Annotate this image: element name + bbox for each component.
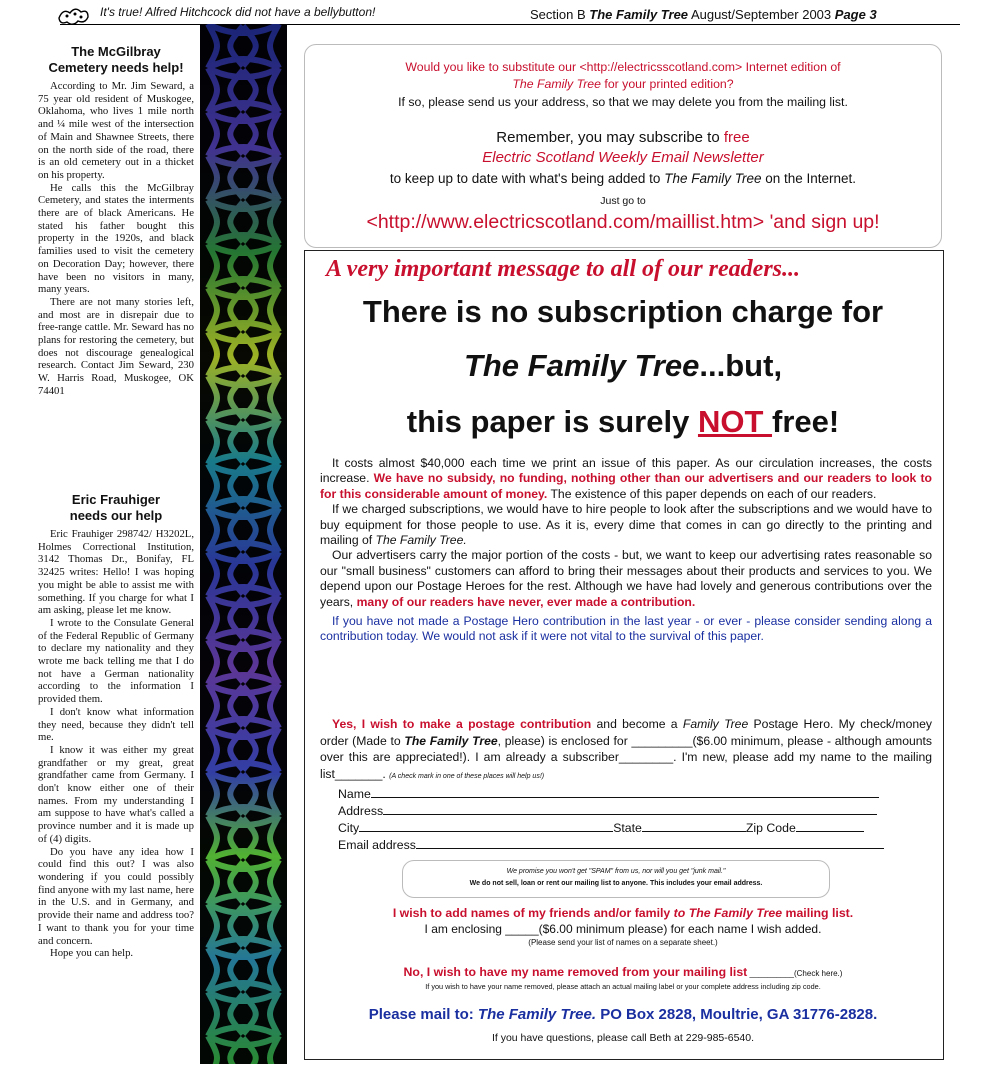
script-heading: A very important message to all of our readers... (326, 256, 800, 282)
text: If we charged subscriptions, we would have to hire people to look after the subscriptions and we would have to buy equipment for those people to use. As it is, every dime that comes in can go directly to the printing and mailing of (320, 502, 932, 548)
paragraph: I don't know what information they need, because they didn't tell me. (38, 705, 194, 744)
paper-name: to The Family Tree (673, 906, 783, 920)
article-mcgilbray-title (38, 44, 194, 76)
spam-promise: We promise you won't get "SPAM" from us, nor will you get "junk mail." (506, 868, 726, 875)
mailing-address: PO Box 2828, Moultrie, GA 31776-2828. (596, 1006, 878, 1023)
zip-label: Zip Code (745, 821, 796, 835)
paragraph (320, 716, 932, 785)
update-text: to keep up to date with what's being added to (389, 171, 665, 186)
reminder-text: Remember, you may subscribe to (496, 129, 724, 146)
yes-contribution: Yes, I wish to make a postage contribution (332, 717, 592, 731)
mail-to-label: Please mail to: (368, 1006, 478, 1023)
text: The existence of this paper depends on each of our readers. (547, 486, 877, 501)
postage-hero-appeal: If you have not made a Postage Hero contribution in the last year - or ever - please consider sending along a contribution today. We would not ask if it were not vital to the survival of this paper. (320, 614, 932, 644)
email-label: Email address (338, 838, 416, 852)
paragraph: There are not many stories left, and most are in disrepair due to free-range cattle. Mr. Seward has no plans for restoring the cemetery, but does not discourage genealogical research. Contact Jim Seward, 230 W. Harris Road, Muskogee, OK 74401 (38, 295, 194, 397)
address-form (338, 786, 898, 854)
newsletter-name: Electric Scotland Weekly Email Newsletter (482, 149, 764, 166)
remove-name-note: If you wish to have your name removed, please attach an actual mailing label or your complete address including zip code. (425, 982, 821, 991)
state-label: State (613, 821, 642, 835)
name-label: Name (338, 787, 371, 801)
emphasis: many of our readers have never, ever made a contribution. (356, 594, 696, 609)
mail-to-line (304, 1006, 942, 1023)
no-spam-promise (402, 860, 830, 898)
paper-name: The Family Tree (512, 77, 601, 91)
paper-name: Family Tree (682, 717, 749, 731)
headline-line-2 (304, 348, 942, 384)
paper-name: The Family Tree. (375, 533, 467, 548)
text: Our advertisers carry the major portion of the costs - but, we want to keep our advertising rates reasonable so our "small business" customers can afford to bring their messages about their products and services to you. We depend upon our Postage Heroes for the rest. Although we have had lovely and generous contributions over the years, (320, 548, 932, 609)
paragraph (320, 548, 932, 610)
state-field[interactable] (642, 831, 746, 832)
offer-line-2: for your printed edition? (600, 77, 734, 91)
title-line-2: needs our help (69, 508, 163, 523)
headline-line-1: There is no subscription charge for (362, 294, 884, 329)
city-field[interactable] (359, 831, 613, 832)
paragraph: Eric Frauhiger 298742/ H3202L, Holmes Correctional Institution, 3142 Thomas Dr., Bonifay, FL 32425 writes: Hello! I was hoping you might be able to assist me with something. If you charge for what I am asking, please let me know. (38, 528, 194, 617)
not-emphasis: NOT (697, 404, 773, 439)
text: mailing list. (782, 906, 854, 920)
check-here: __________(Check here.) (747, 969, 843, 978)
internet-edition-offer (305, 59, 941, 93)
headline-free: free! (772, 404, 840, 439)
add-names-heading (304, 906, 942, 920)
remove-name-line (304, 965, 942, 979)
paragraph (320, 456, 932, 502)
name-field[interactable] (371, 797, 879, 798)
paragraph: Hope you can help. (50, 947, 134, 960)
paper-name: The Family Tree (589, 7, 689, 22)
article-mcgilbray (38, 44, 194, 398)
header-rule (60, 24, 960, 25)
header-section-info (530, 7, 877, 22)
header-quote: It's true! Alfred Hitchcock did not have a bellybutton! (100, 5, 376, 19)
celtic-knot-border (200, 24, 287, 1064)
text: It costs almost $40,000 each time we print an issue of this paper. As our circulation increases, the costs increase. (320, 456, 932, 486)
city-row (338, 820, 898, 837)
article-frauhiger (38, 492, 194, 960)
headline-but: ...but, (699, 348, 783, 383)
section-label: Section B (530, 7, 586, 22)
article-frauhiger-title (38, 492, 194, 524)
paragraph: I know it was either my great grandfather or my great, great grandfather came from Germany. I don't know either one of their names. From my understanding I am suppose to have what's called a province number and it is made up of (4) digits. (38, 743, 194, 845)
notice-body (320, 456, 932, 645)
email-row (338, 837, 898, 854)
text: Postage Hero. My check/money order (Made to (320, 717, 932, 748)
text: , please) is enclosed for _________($6.00 minimum, please - although amounts over this are appreciated!). I am already a subscriber________. I'm new, please add my name to the mailing list_______. (320, 733, 933, 781)
issue-date: August/September 2003 (690, 7, 832, 22)
paragraph: He calls this the McGilbray Cemetery, and states the interments there are of black Americans. He stated his father bought this property in the 1920s, and black families used to visit the cemetery on Decoration Day; however, there have been no visitors in many, many years. (38, 181, 194, 296)
title-line-2: Cemetery needs help! (48, 60, 184, 75)
free-label: free (723, 129, 750, 146)
paragraph: I wrote to the Consulate General of the Federal Republic of Germany to declare my nationality and they wrote me back telling me that I do not have a German nationality according to the information I provided them. (38, 616, 194, 706)
remove-name-text: No, I wish to have my name removed from your mailing list (403, 965, 748, 979)
subscribe-reminder (305, 129, 941, 146)
text: I wish to add names of my friends and/or family (392, 906, 674, 920)
just-go-to: Just go to (600, 195, 646, 207)
offer-line-1: Would you like to substitute our <http://electricsscotland.com> Internet edition of (405, 60, 841, 74)
emphasis: We have no subsidy, no funding, nothing other than our advertisers and our readers to look to for this considerable amount of money. (320, 471, 932, 501)
page-number: Page 3 (834, 7, 877, 22)
delete-address-note: If so, please send us your address, so that we may delete you from the mailing list. (398, 95, 848, 109)
city-label: City (338, 821, 360, 835)
text: and become a (591, 717, 683, 731)
address-field[interactable] (383, 814, 877, 815)
paragraph (320, 502, 932, 548)
electric-scotland-box (304, 44, 942, 248)
add-names-enclosing: I am enclosing _____($6.00 minimum please) for each name I wish added. (424, 922, 822, 936)
title-line-1: Eric Frauhiger (71, 492, 161, 507)
paragraph: Do you have any idea how I could find this out? I was also wondering if you could possibly find anyone with my last name, here in the U.S. and in Germany, and provide their name and address too? I want to thank you for your time and concern. (38, 845, 194, 947)
check-mark-note: (A check mark in one of these places will help us!) (389, 772, 545, 780)
paper-name: The Family Tree. (477, 1006, 597, 1023)
title-line-1: The McGilbray (71, 44, 161, 59)
zip-field[interactable] (796, 831, 864, 832)
paragraph: According to Mr. Jim Seward, a 75 year old resident of Muskogee, Oklahoma, who lives 1 mile north and ¼ mile west of the intersection of Main and Shawnee Streets, there on the north side of the road, there is an old cemetery out in a thicket on his property. (38, 80, 194, 181)
address-row (338, 803, 898, 820)
headline-line-3 (304, 404, 942, 440)
headline-text: this paper is surely (406, 404, 698, 439)
name-row (338, 786, 898, 803)
paper-name: The Family Tree (463, 348, 700, 383)
paper-name: The Family Tree (404, 733, 498, 748)
update-text-end: on the Internet. (761, 171, 857, 186)
contribution-form-intro (320, 716, 932, 785)
privacy-promise: We do not sell, loan or rent our mailing list to anyone. This includes your email address. (469, 880, 763, 887)
add-names-note: (Please send your list of names on a separate sheet.) (528, 938, 718, 947)
paper-name: The Family Tree (664, 171, 762, 186)
address-label: Address (338, 804, 384, 818)
questions-contact: If you have questions, please call Beth at 229-985-6540. (491, 1032, 755, 1044)
maillist-link[interactable]: <http://www.electricscotland.com/maillist.htm> 'and sign up! (366, 211, 880, 233)
update-note (305, 171, 941, 186)
email-field[interactable] (416, 848, 884, 849)
